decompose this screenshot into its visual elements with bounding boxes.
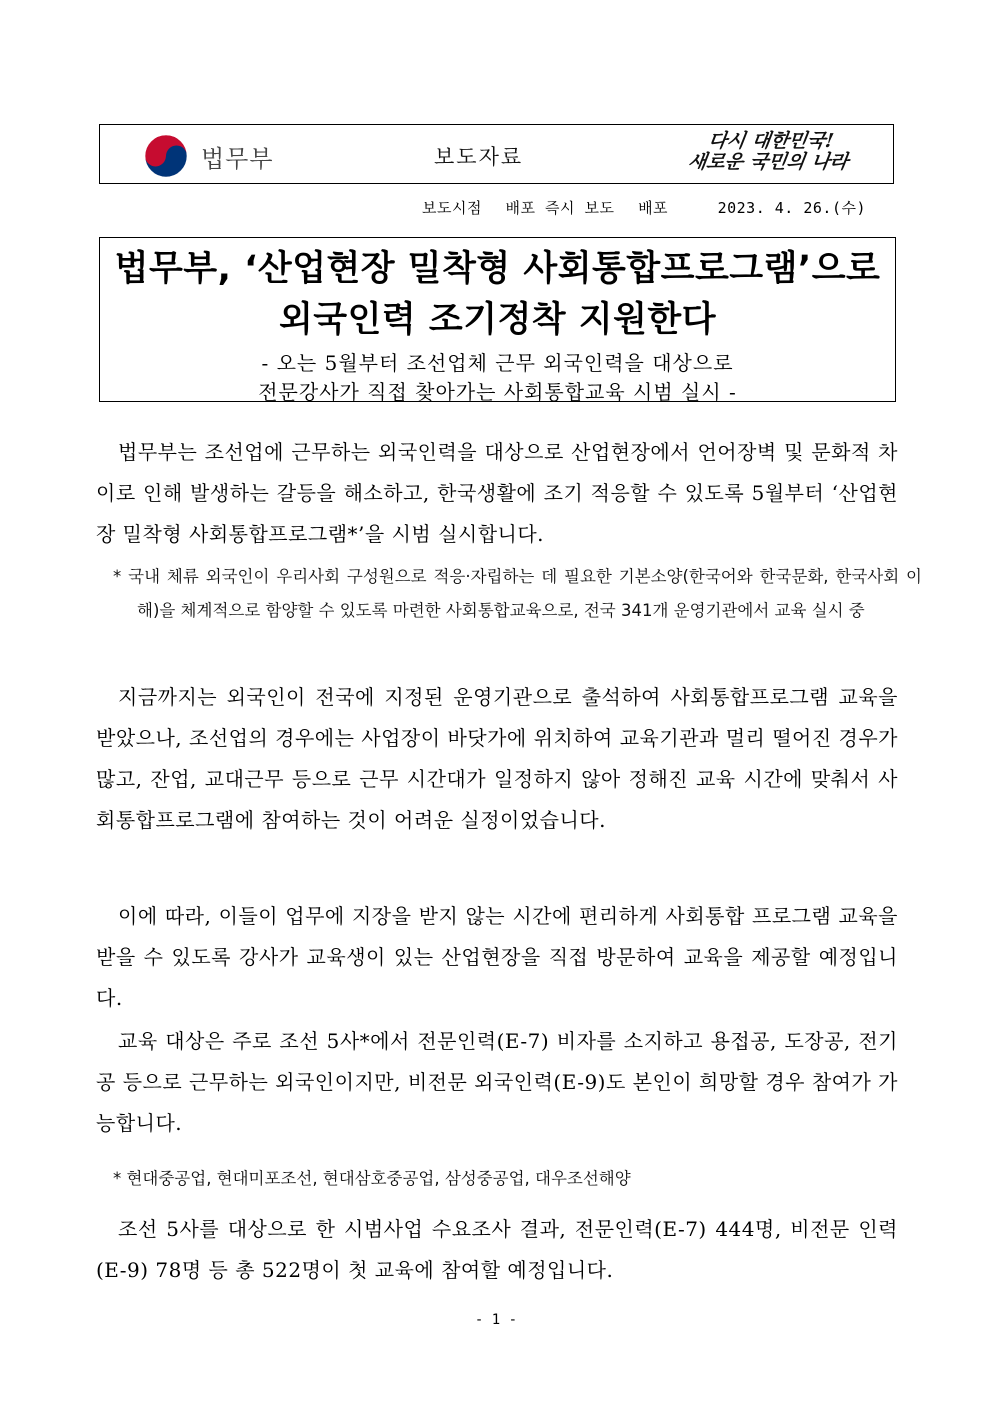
headline-line-1: 법무부, ‘산업현장 밀착형 사회통합프로그램’으로 [114, 249, 881, 289]
footnote-2: * 현대중공업, 현대미포조선, 현대삼호중공업, 삼성중공업, 대우조선해양 [113, 1169, 631, 1188]
slogan-line-1: 다시 대한민국! [706, 130, 836, 152]
subheadline [100, 349, 895, 407]
body-paragraph-4: 교육 대상은 주로 조선 5사*에서 전문인력(E-7) 비자를 소지하고 용접공, 도장공, 전기공 등으로 근무하는 외국인이지만, 비전문 외국인력(E-9)도 본인이 희망할 경우 참여가 가능합니다. [96, 1029, 898, 1135]
body-paragraph-2: 지금까지는 외국인이 전국에 지정된 운영기관으로 출석하여 사회통합프로그램 교육을 받았으나, 조선업의 경우에는 사업장이 바닷가에 위치하여 교육기관과 멀리 떨어진 경우가 많고, 잔업, 교대근무 등으로 근무 시간대가 일정하지 않아 정해진 교육 시간에 맞춰서 사회통합프로그램에 참여하는 것이 어려운 실정이었습니다. [96, 685, 898, 832]
release-label: 보도시점 [422, 199, 482, 217]
distribution-label: 배포 [638, 199, 669, 217]
release-timing: 배포 즉시 보도 [505, 199, 615, 217]
release-date: 2023. 4. 26.(수) [717, 199, 866, 217]
slogan [669, 131, 870, 173]
subheadline-line-2: 전문강사가 직접 찾아가는 사회통합교육 시범 실시 - [258, 380, 737, 404]
ministry-name: 법무부 [201, 145, 274, 173]
headline-line-2: 외국인력 조기정착 지원한다 [278, 300, 717, 340]
body-paragraph-3: 이에 따라, 이들이 업무에 지장을 받지 않는 시간에 편리하게 사회통합 프로그램 교육을 받을 수 있도록 강사가 교육생이 있는 산업현장을 직접 방문하여 교육을 제공할 예정입니다. [96, 904, 898, 1010]
release-info [0, 197, 866, 218]
body-paragraph-5: 조선 5사를 대상으로 한 시범사업 수요조사 결과, 전문인력(E-7) 444명, 비전문 인력(E-9) 78명 등 총 522명이 첫 교육에 참여할 예정입니다. [96, 1217, 898, 1282]
footnote-1: * 국내 체류 외국인이 우리사회 구성원으로 적응·자립하는 데 필요한 기본소양(한국어와 한국문화, 한국사회 이해)을 체계적으로 함양할 수 있도록 마련한 사회통합교육으로, 전국 341개 운영기관에서 교육 실시 중 [113, 567, 922, 620]
government-emblem-icon [140, 133, 192, 179]
body-paragraph-1: 법무부는 조선업에 근무하는 외국인력을 대상으로 산업현장에서 언어장벽 및 문화적 차이로 인해 발생하는 갈등을 해소하고, 한국생활에 조기 적응할 수 있도록 5월부터 ‘산업현장 밀착형 사회통합프로그램*’을 시범 실시합니다. [96, 440, 898, 546]
headline [100, 244, 895, 346]
document-type: 보도자료 [434, 145, 524, 169]
headline-box [99, 237, 896, 402]
subheadline-line-1: - 오는 5월부터 조선업체 근무 외국인력을 대상으로 [261, 351, 734, 375]
page-number: - 1 - [474, 1312, 518, 1328]
slogan-line-2: 새로운 국민의 나라 [686, 151, 850, 173]
press-release-header [99, 124, 894, 184]
